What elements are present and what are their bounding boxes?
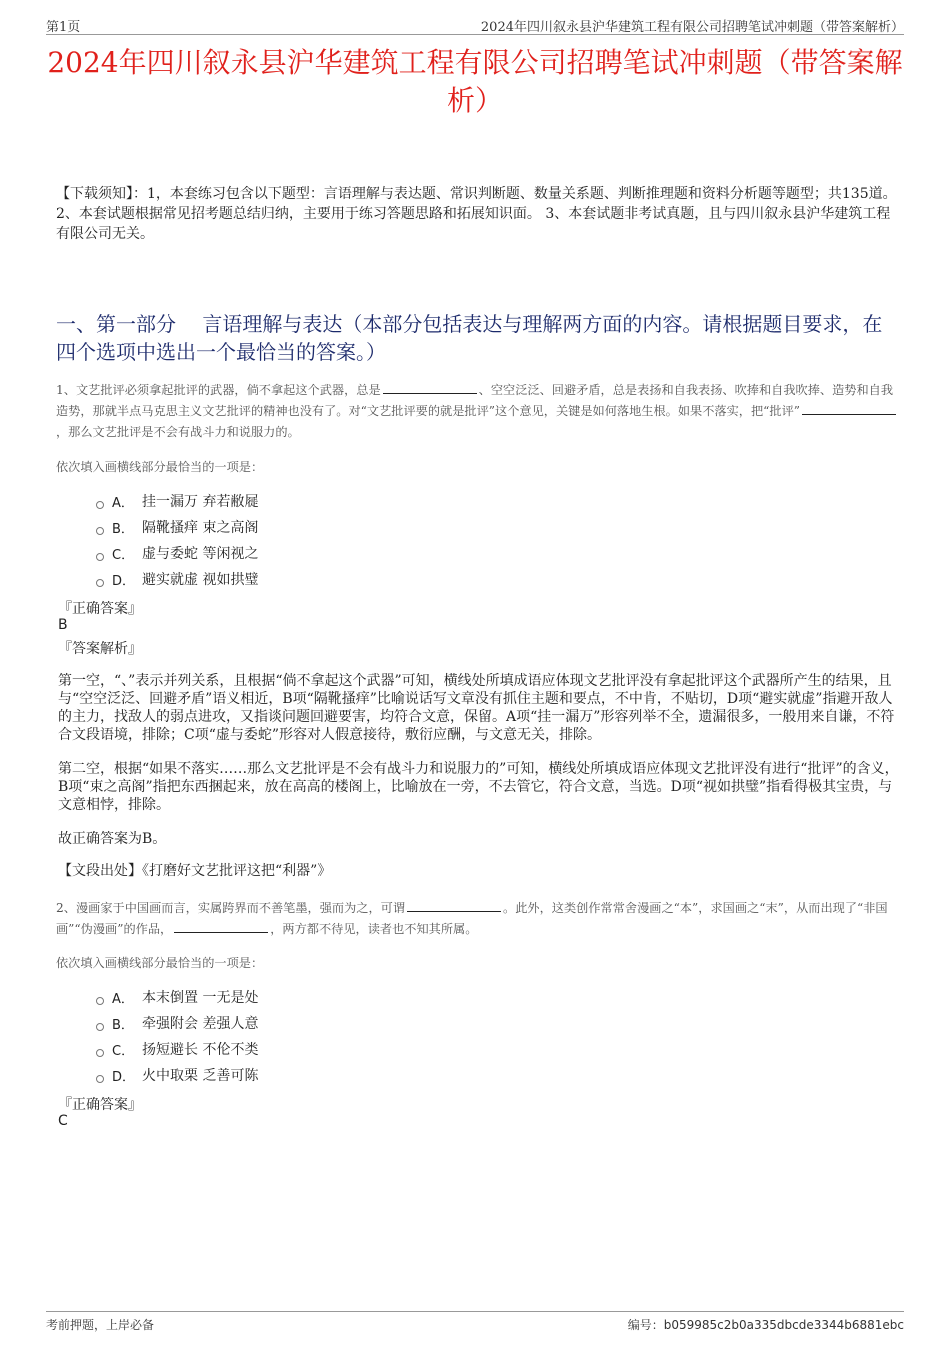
- question-2-part-1: 2、漫画家于中国画而言，实属跨界而不善笔墨，强而为之，可谓: [56, 901, 406, 915]
- question-1-blank-1: [383, 381, 477, 394]
- question-2-answer: C: [58, 1113, 68, 1129]
- question-1-analysis-label: 『答案解析』: [58, 641, 142, 657]
- page-footer: [46, 1311, 904, 1334]
- radio-icon[interactable]: [96, 1049, 104, 1057]
- question-1-answer-label: 『正确答案』: [58, 601, 142, 617]
- radio-icon[interactable]: [96, 1023, 104, 1031]
- radio-icon[interactable]: [96, 997, 104, 1005]
- question-2-option-d[interactable]: D． 火中取栗 乏善可陈: [96, 1062, 258, 1088]
- footer-slogan: 考前押题，上岸必备: [46, 1318, 155, 1332]
- question-2-part-2: 。此外，这类创作常常舍漫画之“本”，求国画之“末”，从而出现了“非国画”“伪漫画”的作品，: [56, 901, 888, 936]
- question-2-option-a[interactable]: A． 本末倒置 一无是处: [96, 984, 258, 1010]
- radio-icon[interactable]: [96, 501, 104, 509]
- radio-icon[interactable]: [96, 1075, 104, 1083]
- question-2-option-b[interactable]: B． 牵强附会 差强人意: [96, 1010, 258, 1036]
- question-1-part-3: ，那么文艺批评是不会有战斗力和说服力的。: [56, 425, 300, 439]
- question-1-part-2: 、空空泛泛、回避矛盾，总是表扬和自我表扬、吹捧和自我吹捧、造势和自我造势，那就半点马克思主义文艺批评的精神也没有了。对“文艺批评要的就是批评”这个意见，关键是如何落地生根。如果不落实，把“批评”: [56, 383, 894, 418]
- header-doc-title: 2024年四川叙永县沪华建筑工程有限公司招聘笔试冲刺题（带答案解析）: [480, 20, 904, 35]
- page-header: [46, 14, 904, 35]
- question-1-stem: [56, 380, 900, 443]
- question-1-option-d[interactable]: D． 避实就虚 视如拱璧: [96, 566, 258, 592]
- document-title: 2024年四川叙永县沪华建筑工程有限公司招聘笔试冲刺题（带答案解析）: [47, 46, 903, 117]
- question-1-analysis-2: 第二空，根据“如果不落实……那么文艺批评是不会有战斗力和说服力的”可知，横线处所填成语应体现文艺批评没有进行“批评”的含义，B项“束之高阁”指把东西捆起来，放在高高的楼阁上，比喻放在一旁，不去管它，符合文意，当选。D项“视如拱璧”指看得极其宝贵，与文意相悖，排除。: [58, 761, 899, 813]
- footer-code-value: b059985c2b0a335dbcde3344b6881ebc: [663, 1318, 904, 1332]
- radio-icon[interactable]: [96, 553, 104, 561]
- question-1-option-c[interactable]: C． 虚与委蛇 等闲视之: [96, 540, 258, 566]
- question-1-option-a[interactable]: A． 挂一漏万 弃若敝屣: [96, 488, 258, 514]
- question-2-stem: [56, 898, 900, 940]
- question-2-part-3: ，两方都不待见，读者也不知其所属。: [270, 922, 478, 936]
- question-1-prompt: 依次填入画横线部分最恰当的一项是：: [56, 460, 264, 474]
- question-1-analysis-1: 第一空，“、”表示并列关系，且根据“倘不拿起这个武器”可知，横线处所填成语应体现文艺批评没有拿起批评这个武器所产生的结果，且与“空空泛泛、回避矛盾”语义相近，B项“隔靴搔痒”比喻说话写文章没有抓住主题和要点，不中肯，不贴切，D项“避实就虚”指避开敌人的主力，找敌人的弱点进攻，又指谈问题回避要害，均符合文意，保留。A项“挂一漏万”形容列举不全，遗漏很多，一般用来自谦，不符合文段语境，排除；C项“虚与委蛇”形容对人假意接待，敷衍应酬，与文意无关，排除。: [58, 673, 895, 743]
- section-heading: 一、第一部分 言语理解与表达（本部分包括表达与理解两方面的内容。请根据题目要求，在四个选项中选出一个最恰当的答案。）: [56, 312, 883, 364]
- radio-icon[interactable]: [96, 527, 104, 535]
- question-1-part-1: 1、文艺批评必须拿起批评的武器，倘不拿起这个武器，总是: [56, 383, 381, 397]
- page-number: 第1页: [46, 20, 81, 35]
- question-2-answer-label: 『正确答案』: [58, 1097, 142, 1113]
- question-2-blank-1: [407, 899, 501, 912]
- question-2-options: [96, 984, 258, 1088]
- question-2-prompt: 依次填入画横线部分最恰当的一项是：: [56, 956, 264, 970]
- question-1-option-b[interactable]: B． 隔靴搔痒 束之高阁: [96, 514, 258, 540]
- question-1-blank-2: [802, 402, 896, 415]
- question-1-source: 【文段出处】《打磨好文艺批评这把“利器”》: [58, 863, 332, 879]
- question-1-options: [96, 488, 258, 592]
- download-notice: 【下载须知】：1，本套练习包含以下题型：言语理解与表达题、常识判断题、数量关系题、判断推理题和资料分析题等题型；共135道。 2、本套试题根据常见招考题总结归纳，主要用于练习答题思路和拓展知识面。 3、本套试题非考试真题，且与四川叙永县沪华建筑工程有限公司无关。: [56, 186, 897, 242]
- question-1-conclusion: 故正确答案为B。: [58, 831, 167, 847]
- question-2-blank-2: [174, 920, 268, 933]
- footer-code: [628, 1316, 904, 1333]
- footer-code-label: 编号：: [627, 1318, 664, 1332]
- question-1-answer: B: [58, 617, 68, 633]
- radio-icon[interactable]: [96, 579, 104, 587]
- question-2-option-c[interactable]: C． 扬短避长 不伦不类: [96, 1036, 258, 1062]
